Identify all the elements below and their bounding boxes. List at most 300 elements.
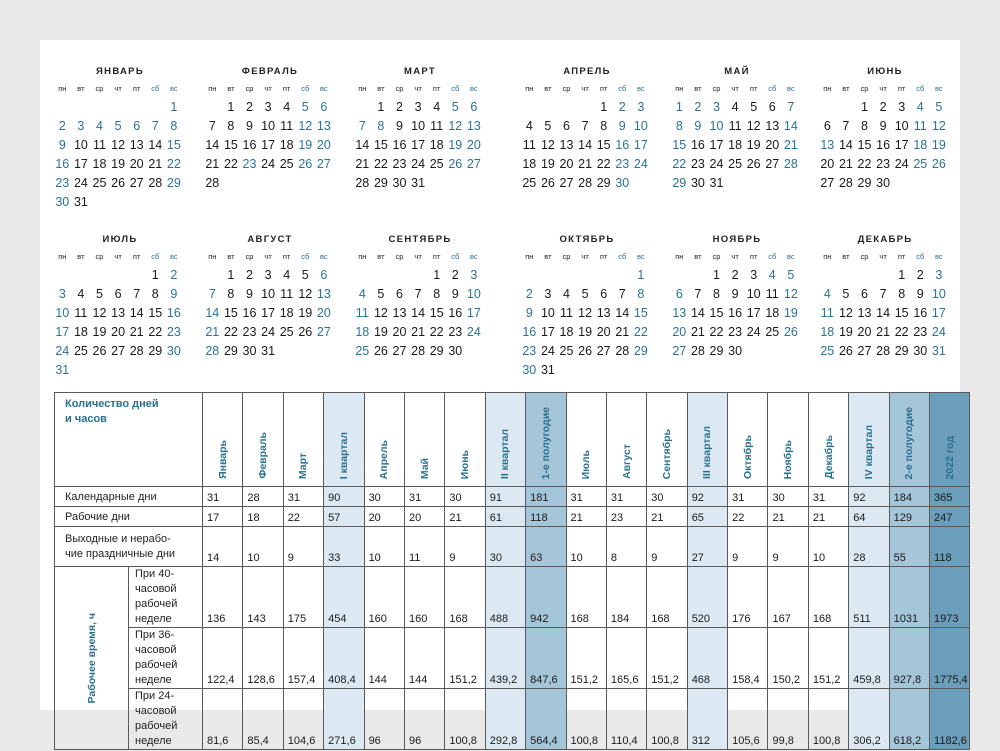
day-cell: 19 (746, 138, 761, 152)
day-cell: 12 (838, 306, 853, 320)
day-cell: 17 (55, 325, 70, 339)
day-cell: 9 (916, 287, 924, 301)
value-cell: 81,6 (203, 689, 243, 750)
day-cell: 9 (451, 287, 459, 301)
day-cell: 27 (466, 157, 481, 171)
day-cell: 27 (316, 157, 331, 171)
day-cell: 27 (672, 344, 687, 358)
day-cell: 15 (223, 138, 238, 152)
day-cell: 30 (728, 344, 743, 358)
day-cell: 9 (879, 119, 887, 133)
day-cell: 29 (894, 344, 909, 358)
day-cell: 11 (765, 287, 779, 301)
value-cell: 168 (647, 567, 687, 628)
day-cell: 18 (820, 325, 835, 339)
day-cell: 14 (205, 306, 220, 320)
day-cell: 6 (675, 287, 683, 301)
group-label-cell (55, 567, 129, 750)
day-cell: 7 (694, 287, 702, 301)
day-cell: 15 (633, 306, 648, 320)
weekday-label: вс (320, 84, 328, 93)
day-cell: 8 (861, 119, 868, 133)
weekday-label: пт (282, 84, 291, 93)
value-cell: 1031 (889, 567, 929, 628)
weekday-label: ср (712, 84, 721, 93)
month-name: ИЮЛЬ (102, 234, 138, 245)
day-cell: 13 (466, 119, 481, 133)
days-grid (818, 98, 952, 193)
day-cell: 8 (898, 287, 906, 301)
day-cell: 7 (208, 119, 216, 133)
value-cell: 165,6 (606, 628, 646, 689)
day-cell: 9 (525, 306, 533, 320)
column-label: Май (418, 457, 431, 479)
empty-cell (557, 98, 576, 117)
day-cell: 24 (411, 157, 426, 171)
column-label: Октябрь (741, 434, 754, 479)
day-cell: 8 (170, 119, 178, 133)
value-cell: 511 (849, 567, 889, 628)
day-cell: 1 (151, 268, 159, 282)
weekday-header (520, 83, 654, 95)
day-cell: 19 (111, 157, 126, 171)
day-cell: 16 (913, 306, 928, 320)
day-cell: 21 (205, 325, 220, 339)
day-cell: 22 (857, 157, 872, 171)
weekday-header (203, 83, 337, 95)
day-cell: 27 (559, 176, 574, 190)
weekday-label: пт (432, 84, 441, 93)
day-cell: 4 (768, 268, 776, 282)
empty-cell (520, 98, 539, 117)
column-header (526, 393, 566, 487)
empty-cell (90, 266, 109, 285)
day-cell: 12 (448, 119, 463, 133)
day-cell: 18 (279, 306, 294, 320)
empty-cell (855, 266, 874, 285)
weekday-label: вт (544, 84, 552, 93)
value-cell: 99,8 (768, 689, 808, 750)
day-cell: 14 (838, 138, 853, 152)
day-cell: 11 (280, 287, 294, 301)
empty-cell (72, 98, 91, 117)
column-header (445, 393, 485, 487)
value-cell: 91 (485, 487, 525, 507)
weekday-label: ср (395, 252, 404, 261)
day-cell: 2 (170, 268, 178, 282)
weekday-label: ср (712, 252, 721, 261)
column-label: Январь (216, 440, 229, 479)
day-cell: 18 (73, 325, 88, 339)
column-label: IV квартал (862, 424, 875, 479)
day-cell: 5 (581, 287, 589, 301)
weekday-header (203, 251, 337, 263)
days-grid (353, 266, 487, 361)
empty-cell (53, 266, 72, 285)
value-cell: 847,6 (526, 628, 566, 689)
day-cell: 17 (894, 138, 909, 152)
empty-cell (146, 98, 165, 117)
day-cell: 16 (728, 306, 743, 320)
day-cell: 6 (114, 287, 122, 301)
day-cell: 23 (392, 157, 407, 171)
empty-cell (109, 98, 128, 117)
value-cell: 31 (728, 487, 768, 507)
day-cell: 23 (728, 325, 743, 339)
day-cell: 27 (316, 325, 331, 339)
empty-cell (874, 266, 893, 285)
value-cell: 128,6 (243, 628, 283, 689)
weekday-label: сб (618, 84, 627, 93)
day-cell: 22 (672, 157, 687, 171)
day-cell: 25 (279, 157, 294, 171)
day-cell: 11 (728, 119, 742, 133)
day-cell: 10 (894, 119, 909, 133)
weekday-label: вс (170, 84, 178, 93)
day-cell: 8 (227, 287, 235, 301)
day-cell: 21 (578, 157, 593, 171)
weekday-label: сб (768, 84, 777, 93)
day-cell: 2 (396, 100, 403, 114)
day-cell: 13 (392, 306, 407, 320)
column-header (849, 393, 889, 487)
empty-cell (557, 266, 576, 285)
month-name: ФЕВРАЛЬ (241, 66, 299, 77)
day-cell: 19 (373, 325, 388, 339)
value-cell: 23 (606, 507, 646, 527)
empty-cell (90, 98, 109, 117)
day-cell: 13 (820, 138, 835, 152)
column-label: 2022 год (943, 435, 956, 479)
day-cell: 3 (935, 268, 943, 282)
day-cell: 26 (931, 157, 946, 171)
weekday-label: пн (358, 252, 367, 261)
day-cell: 16 (242, 138, 257, 152)
day-cell: 15 (373, 138, 388, 152)
row-label: При 36-часовой рабочей неделе (129, 628, 203, 689)
weekday-label: чт (414, 84, 422, 93)
weekday-label: вс (320, 252, 328, 261)
day-cell: 4 (283, 268, 291, 282)
empty-cell (670, 266, 689, 285)
weekday-header (520, 251, 654, 263)
value-cell: 158,4 (728, 628, 768, 689)
month-block (818, 66, 952, 193)
day-cell: 17 (746, 306, 761, 320)
column-header (243, 393, 283, 487)
empty-cell (837, 266, 856, 285)
value-cell: 520 (687, 567, 727, 628)
value-cell: 122,4 (203, 628, 243, 689)
day-cell: 12 (931, 119, 946, 133)
row-label: Рабочие дни (55, 507, 203, 527)
weekday-label: пн (208, 252, 217, 261)
day-cell: 8 (600, 119, 608, 133)
day-cell: 26 (838, 344, 853, 358)
weekday-label: вт (227, 252, 235, 261)
column-label: III квартал (701, 425, 714, 479)
day-cell: 29 (596, 176, 611, 190)
value-cell: 17 (203, 507, 243, 527)
day-cell: 1 (898, 268, 906, 282)
value-cell: 168 (808, 567, 848, 628)
value-cell: 85,4 (243, 689, 283, 750)
day-cell: 1 (861, 100, 868, 114)
table-row (55, 567, 970, 628)
weekday-label: сб (618, 252, 627, 261)
weekday-label: вт (694, 84, 702, 93)
weekday-label: вт (544, 252, 552, 261)
month-block (203, 234, 337, 361)
weekday-label: ср (95, 84, 104, 93)
day-cell: 14 (129, 306, 144, 320)
day-cell: 24 (73, 176, 88, 190)
days-grid (53, 98, 187, 212)
day-cell: 19 (298, 138, 313, 152)
day-cell: 13 (129, 138, 144, 152)
value-cell: 9 (728, 527, 768, 567)
weekday-label: вт (377, 252, 385, 261)
day-cell: 31 (931, 344, 946, 358)
day-cell: 26 (373, 344, 388, 358)
day-cell: 25 (559, 344, 574, 358)
day-cell: 23 (166, 325, 181, 339)
day-cell: 29 (429, 344, 444, 358)
days-grid (53, 266, 187, 380)
day-cell: 11 (355, 306, 369, 320)
weekday-label: чт (414, 252, 422, 261)
day-cell: 30 (615, 176, 630, 190)
day-cell: 23 (913, 325, 928, 339)
day-cell: 2 (879, 100, 887, 114)
value-cell: 30 (768, 487, 808, 507)
weekday-label: вс (470, 84, 478, 93)
day-cell: 31 (261, 344, 276, 358)
weekday-label: сб (151, 252, 160, 261)
day-cell: 26 (298, 325, 313, 339)
day-cell: 21 (129, 325, 144, 339)
day-cell: 15 (894, 306, 909, 320)
value-cell: 8 (606, 527, 646, 567)
day-cell: 28 (876, 344, 891, 358)
day-cell: 21 (783, 138, 798, 152)
column-label: Сентябрь (660, 428, 673, 479)
day-cell: 7 (787, 100, 795, 114)
day-cell: 18 (559, 325, 574, 339)
value-cell: 18 (243, 507, 283, 527)
month-block (353, 66, 487, 193)
day-cell: 24 (894, 157, 909, 171)
row-label: Выходные и нерабо- чие праздничные дни (55, 527, 203, 567)
day-cell: 15 (429, 306, 444, 320)
day-cell: 28 (148, 176, 163, 190)
days-hours-table (54, 392, 970, 750)
weekday-label: вс (170, 252, 178, 261)
day-cell: 25 (913, 157, 928, 171)
day-cell: 4 (731, 100, 739, 114)
day-cell: 17 (540, 325, 555, 339)
day-cell: 23 (876, 157, 891, 171)
value-cell: 92 (849, 487, 889, 507)
day-cell: 28 (838, 176, 853, 190)
column-header (404, 393, 444, 487)
weekday-label: вт (377, 84, 385, 93)
weekday-label: чт (731, 84, 739, 93)
value-cell: 144 (404, 628, 444, 689)
value-cell: 468 (687, 628, 727, 689)
value-cell: 1775,4 (930, 628, 970, 689)
weekday-label: пт (132, 84, 141, 93)
day-cell: 3 (544, 287, 552, 301)
day-cell: 6 (320, 268, 328, 282)
day-cell: 13 (316, 287, 331, 301)
day-cell: 23 (615, 157, 630, 171)
day-cell: 10 (55, 306, 70, 320)
day-cell: 13 (672, 306, 687, 320)
value-cell: 129 (889, 507, 929, 527)
day-cell: 18 (765, 306, 780, 320)
day-cell: 29 (223, 344, 238, 358)
weekday-label: вс (935, 84, 943, 93)
day-cell: 16 (392, 138, 407, 152)
weekday-label: чт (264, 84, 272, 93)
day-cell: 4 (96, 119, 103, 133)
weekday-label: пт (749, 84, 758, 93)
value-cell: 31 (283, 487, 323, 507)
weekday-label: вт (77, 84, 85, 93)
weekday-label: пн (58, 84, 67, 93)
day-cell: 11 (559, 306, 573, 320)
column-header (566, 393, 606, 487)
day-cell: 28 (411, 344, 426, 358)
value-cell: 1182,6 (930, 689, 970, 750)
day-cell: 17 (709, 138, 724, 152)
day-cell: 30 (522, 363, 537, 377)
day-cell: 7 (414, 287, 422, 301)
day-cell: 13 (111, 306, 126, 320)
value-cell: 31 (606, 487, 646, 507)
table-row (55, 628, 970, 689)
month-block (53, 234, 187, 380)
value-cell: 22 (728, 507, 768, 527)
month-name: ОКТЯБРЬ (559, 234, 615, 245)
day-cell: 21 (838, 157, 853, 171)
day-cell: 27 (857, 344, 872, 358)
day-cell: 20 (559, 157, 574, 171)
day-cell: 9 (246, 119, 253, 133)
value-cell: 365 (930, 487, 970, 507)
weekday-label: пт (132, 252, 141, 261)
day-cell: 5 (301, 100, 309, 114)
value-cell: 1973 (930, 567, 970, 628)
value-cell: 21 (647, 507, 687, 527)
value-cell: 184 (889, 487, 929, 507)
column-label: 2-е полугодие (903, 406, 916, 479)
value-cell: 454 (324, 567, 364, 628)
day-cell: 16 (448, 306, 463, 320)
day-cell: 30 (55, 195, 70, 209)
day-cell: 19 (448, 138, 463, 152)
day-cell: 28 (205, 344, 220, 358)
day-cell: 11 (430, 119, 444, 133)
value-cell: 10 (364, 527, 404, 567)
value-cell: 63 (526, 527, 566, 567)
day-cell: 16 (876, 138, 891, 152)
day-cell: 20 (765, 138, 780, 152)
day-cell: 6 (823, 119, 831, 133)
day-cell: 12 (92, 306, 107, 320)
day-cell: 14 (205, 138, 220, 152)
weekday-label: вт (842, 252, 850, 261)
day-cell: 23 (242, 157, 257, 171)
value-cell: 564,4 (526, 689, 566, 750)
day-cell: 10 (411, 119, 426, 133)
day-cell: 25 (522, 176, 537, 190)
day-cell: 3 (414, 100, 422, 114)
day-cell: 31 (55, 363, 70, 377)
value-cell: 150,2 (768, 628, 808, 689)
month-block (53, 66, 187, 212)
day-cell: 20 (820, 157, 835, 171)
empty-cell (594, 266, 613, 285)
empty-cell (539, 98, 558, 117)
day-cell: 5 (301, 268, 309, 282)
weekday-label: вс (470, 252, 478, 261)
day-cell: 5 (377, 287, 385, 301)
table-title: Количество дней и часов (55, 393, 203, 487)
day-cell: 23 (242, 325, 257, 339)
empty-cell (613, 266, 632, 285)
weekday-label: ср (562, 84, 571, 93)
value-cell: 28 (243, 487, 283, 507)
day-cell: 21 (615, 325, 630, 339)
day-cell: 24 (261, 157, 276, 171)
weekday-label: сб (916, 252, 925, 261)
day-cell: 5 (750, 100, 758, 114)
weekday-header (53, 251, 187, 263)
weekday-label: вс (787, 84, 795, 93)
day-cell: 11 (280, 119, 294, 133)
days-grid (203, 266, 337, 361)
day-cell: 24 (709, 157, 724, 171)
value-cell: 20 (364, 507, 404, 527)
day-cell: 28 (205, 176, 220, 190)
empty-cell (539, 266, 558, 285)
day-cell: 4 (823, 287, 831, 301)
day-cell: 25 (429, 157, 444, 171)
day-cell: 25 (279, 325, 294, 339)
weekday-header (818, 251, 952, 263)
month-name: ИЮНЬ (867, 66, 903, 77)
weekday-label: пт (282, 252, 291, 261)
day-cell: 2 (694, 100, 702, 114)
day-cell: 24 (633, 157, 648, 171)
value-cell: 10 (808, 527, 848, 567)
day-cell: 13 (596, 306, 611, 320)
day-cell: 25 (355, 344, 370, 358)
day-cell: 24 (540, 344, 555, 358)
empty-cell (520, 266, 539, 285)
weekday-label: пн (58, 252, 67, 261)
day-cell: 3 (637, 100, 645, 114)
day-cell: 2 (246, 268, 253, 282)
day-cell: 18 (279, 138, 294, 152)
day-cell: 30 (690, 176, 705, 190)
value-cell: 14 (203, 527, 243, 567)
day-cell: 28 (690, 344, 705, 358)
day-cell: 24 (931, 325, 946, 339)
day-cell: 6 (396, 287, 403, 301)
